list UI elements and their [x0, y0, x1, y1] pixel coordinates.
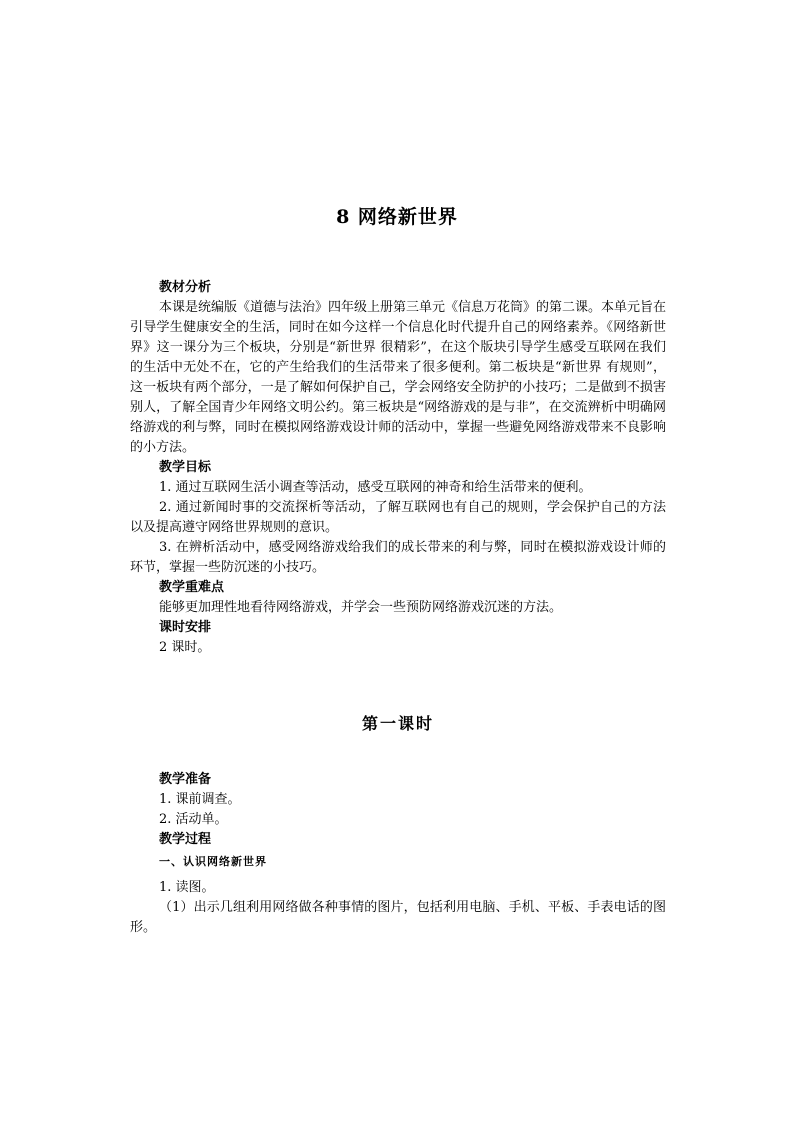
schedule-heading: 课时安排 [159, 620, 212, 635]
document-body [130, 278, 666, 938]
key-points-heading: 教学重难点 [159, 580, 225, 595]
step-one-item: 1. 读图。 [159, 880, 215, 895]
goal-item-3: 3. 在辨析活动中，感受网络游戏给我们的成长带来的利与弊，同时在模拟游戏设计师的环节，掌握一些防沉迷的小技巧。 [130, 540, 666, 575]
schedule-text: 2 课时。 [159, 640, 211, 655]
goal-item-2: 2. 通过新闻时事的交流探析等活动，了解互联网也有自己的规则，学会保护自己的方法以及提高遵守网络世界规则的意识。 [130, 500, 666, 535]
goals-heading: 教学目标 [159, 460, 212, 475]
prep-item-1: 1. 课前调查。 [159, 792, 241, 807]
lesson-one-title: 第一课时 [361, 714, 434, 733]
step-one-detail: （1）出示几组利用网络做各种事情的图片，包括利用电脑、手机、平板、手表电话的图形。 [130, 900, 666, 935]
prep-item-2: 2. 活动单。 [159, 812, 228, 827]
analysis-paragraph: 本课是统编版《道德与法治》四年级上册第三单元《信息万花筒》的第二课。本单元旨在引导学生健康安全的生活，同时在如今这样一个信息化时代提升自己的网络素养。《网络新世界》这一课分为三个板块，分别是“新世界 很精彩”，在这个版块引导学生感受互联网在我们的生活中无处不在，它的产生给我们的生活带来了很多便利。第二板块是“新世界 有规则”，这一板块有两个部分，一是了解如何保护自己，学会网络安全防护的小技巧；二是做到不损害别人，了解全国青少年网络文明公约。第三板块是“网络游戏的是与非”，在交流辨析中明确网络游戏的利与弊，同时在模拟网络游戏设计师的活动中，掌握一些避免网络游戏带来不良影响的小方法。 [130, 300, 667, 455]
step-one-heading: 一、认识网络新世界 [159, 855, 267, 868]
key-points-text: 能够更加理性地看待网络游戏，并学会一些预防网络游戏沉迷的方法。 [159, 600, 563, 615]
prep-heading: 教学准备 [159, 772, 212, 787]
goal-item-1: 1. 通过互联网生活小调查等活动，感受互联网的神奇和给生活带来的便利。 [159, 480, 592, 495]
analysis-heading: 教材分析 [159, 280, 212, 295]
lesson-title: 8 网络新世界 [336, 206, 458, 228]
process-heading: 教学过程 [159, 832, 212, 847]
